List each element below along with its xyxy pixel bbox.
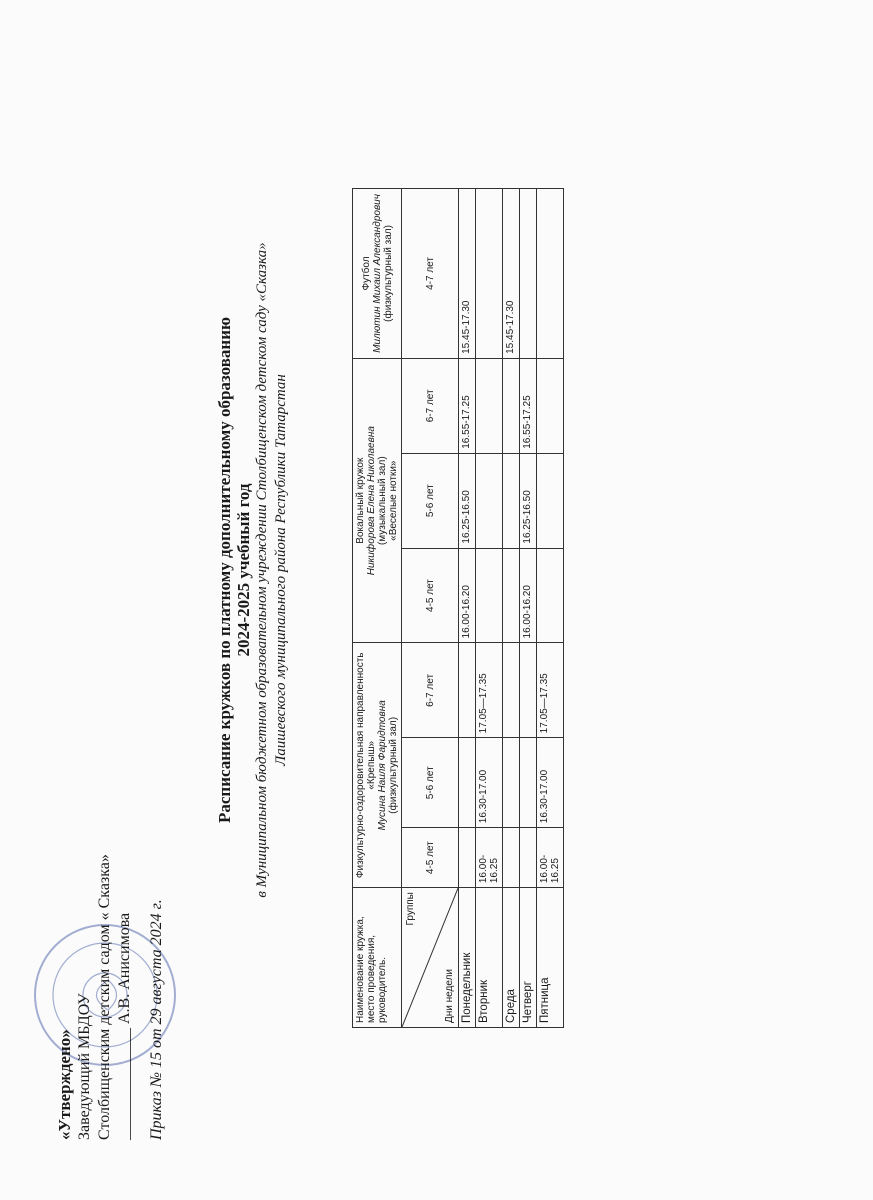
time-cell xyxy=(459,828,476,888)
time-cell xyxy=(503,643,520,738)
time-cell: 17.05—17.35 xyxy=(537,643,564,738)
day-label: Вторник xyxy=(476,888,503,1028)
approval-organization: Столбищенским детским садом « Сказка» xyxy=(96,854,113,1140)
time-cell: 15.45-17.30 xyxy=(459,189,476,359)
age-header: 5-6 лет xyxy=(402,453,459,548)
age-header: 4-5 лет xyxy=(402,548,459,643)
time-cell: 16.00-16.20 xyxy=(459,548,476,643)
schedule-table xyxy=(352,188,564,1028)
time-cell xyxy=(503,358,520,453)
time-cell: 16.00-16.25 xyxy=(537,828,564,888)
age-row xyxy=(402,189,459,1028)
time-cell: 16.30-17.00 xyxy=(537,738,564,828)
time-cell xyxy=(537,189,564,359)
time-cell: 16.00-16.25 xyxy=(476,828,503,888)
approval-signature: ______________ А.В. Анисимова xyxy=(116,912,133,1140)
time-cell xyxy=(503,738,520,828)
time-cell xyxy=(503,828,520,888)
table-row xyxy=(476,189,503,1028)
day-label: Пятница xyxy=(537,888,564,1028)
time-cell xyxy=(459,643,476,738)
age-header: 5-6 лет xyxy=(402,738,459,828)
approval-block xyxy=(55,840,167,1140)
time-cell xyxy=(537,548,564,643)
club-header-football: Футбол Милютин Михаил Александрович (физкультурный зал) xyxy=(353,189,402,359)
table-row xyxy=(459,189,476,1028)
time-cell xyxy=(520,738,537,828)
time-cell xyxy=(476,453,503,548)
time-cell: 16.30-17.00 xyxy=(476,738,503,828)
time-cell xyxy=(503,548,520,643)
time-cell: 16.25-16.50 xyxy=(520,453,537,548)
document-heading xyxy=(215,170,291,970)
heading-institution: в Муниципальном бюджетном образовательном учреждении Столбищенском детском саду «Сказка» xyxy=(254,242,270,898)
time-cell xyxy=(476,189,503,359)
age-header: 6-7 лет xyxy=(402,643,459,738)
time-cell: 16.25-16.50 xyxy=(459,453,476,548)
table-row xyxy=(537,189,564,1028)
approval-title: «Утверждено» xyxy=(55,1029,74,1140)
groups-days-cell xyxy=(402,888,459,1028)
approval-position: Заведующий МБДОУ xyxy=(76,993,93,1140)
time-cell: 15.45-17.30 xyxy=(503,189,520,359)
time-cell xyxy=(520,189,537,359)
club-header-krepysh: Физкультурно-оздоровительная направленность «Крепыш» Мусина Наиля Фаридтовна (физкультурный зал) xyxy=(353,643,402,888)
day-label: Понедельник xyxy=(459,888,476,1028)
table-header-row xyxy=(353,189,402,1028)
corner-label: Наименование кружка, место проведения, руководитель. xyxy=(353,888,402,1028)
time-cell xyxy=(476,548,503,643)
time-cell xyxy=(537,358,564,453)
day-label: Четверг xyxy=(520,888,537,1028)
time-cell xyxy=(476,358,503,453)
time-cell: 16.00-16.20 xyxy=(520,548,537,643)
time-cell xyxy=(459,738,476,828)
time-cell xyxy=(520,643,537,738)
time-cell: 17.05—17.35 xyxy=(476,643,503,738)
age-header: 4-7 лет xyxy=(402,189,459,359)
table-row xyxy=(503,189,520,1028)
age-header: 6-7 лет xyxy=(402,358,459,453)
approval-order: Приказ № 15 от 29 августа 2024 г. xyxy=(148,899,165,1140)
day-label: Среда xyxy=(503,888,520,1028)
age-header: 4-5 лет xyxy=(402,828,459,888)
time-cell: 16.55-17.25 xyxy=(520,358,537,453)
heading-region: Лаишевского муниципального района Республики Татарстан xyxy=(273,374,289,766)
heading-title: Расписание кружков по платному дополнительному образованию xyxy=(215,317,234,823)
groups-label: Группы xyxy=(405,892,416,926)
days-label: Дни недели xyxy=(444,968,455,1023)
time-cell: 16.55-17.25 xyxy=(459,358,476,453)
heading-year: 2024-2025 учебный год xyxy=(234,483,253,657)
time-cell xyxy=(537,453,564,548)
table-row xyxy=(520,189,537,1028)
time-cell xyxy=(520,828,537,888)
time-cell xyxy=(503,453,520,548)
club-header-vocal: Вокальный кружок Никифорова Елена Николаевна (музыкальный зал) «Веселые нотки» xyxy=(353,358,402,643)
